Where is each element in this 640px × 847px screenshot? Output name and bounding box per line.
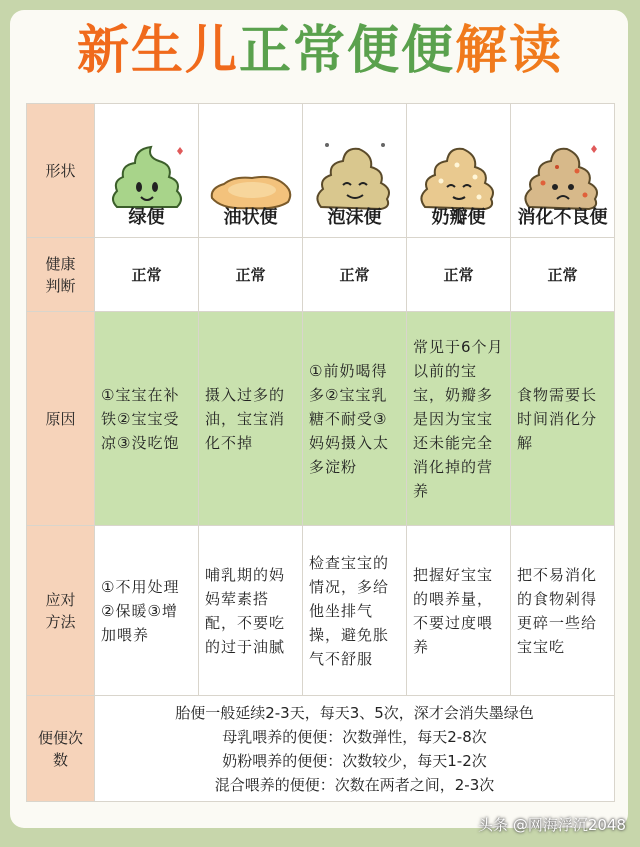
cause-cell-indigestion: 食物需要长时间消化分解 [511,312,615,526]
response-cell-indigestion: 把不易消化的食物剁得更碎一些给宝宝吃 [511,526,615,696]
health-cell-indigestion: 正常 [511,238,615,312]
shape-label-indigestion: 消化不良便 [517,207,608,228]
frequency-line: 胎便一般延续2-3天，每天3、5次，深才会消失墨绿色 [175,703,534,722]
frequency-line: 母乳喂养的便便：次数弹性，每天2-8次 [222,727,487,746]
response-row [27,526,615,696]
response-cell-foamy: 检查宝宝的情况，多给他坐排气操，避免胀气不舒服 [303,526,407,696]
shape-cell-foamy [303,104,407,238]
health-row [27,238,615,312]
frequency-line: 混合喂养的便便：次数在两者之间，2-3次 [214,775,495,794]
frequency-row [27,696,615,802]
shape-cell-oily [199,104,303,238]
cause-cell-curd: 常见于6个月以前的宝宝，奶瓣多是因为宝宝还未能完全消化掉的营养 [407,312,511,526]
health-cell-curd: 正常 [407,238,511,312]
response-cell-green: ①不用处理②保暖③增加喂养 [95,526,199,696]
page-title: 新生儿正常便便解读 [76,21,564,81]
frequency-line: 奶粉喂养的便便：次数较少，每天1-2次 [222,751,487,770]
row-header-shape: 形状 [27,104,95,238]
cause-row [27,312,615,526]
health-cell-foamy: 正常 [303,238,407,312]
shape-label-foamy: 泡沫便 [327,207,382,228]
cause-cell-foamy: ①前奶喝得多②宝宝乳糖不耐受③妈妈摄入太多淀粉 [303,312,407,526]
shape-cell-green [95,104,199,238]
shape-label-oily: 油状便 [223,207,278,228]
response-cell-oily: 哺乳期的妈妈荤素搭配，不要吃的过于油腻 [199,526,303,696]
cause-cell-green: ①宝宝在补铁②宝宝受凉③没吃饱 [95,312,199,526]
stool-table [26,103,615,802]
shape-cell-curd [407,104,511,238]
shape-row [27,104,615,238]
row-header-health: 健康 判断 [27,238,95,312]
row-header-cause: 原因 [27,312,95,526]
row-header-frequency: 便便次 数 [27,696,95,802]
response-cell-curd: 把握好宝宝的喂养量，不要过度喂养 [407,526,511,696]
cause-cell-oily: 摄入过多的油，宝宝消化不掉 [199,312,303,526]
shape-cell-indigestion [511,104,615,238]
frequency-cell [95,696,615,802]
watermark: 头条 @网海浮沉2048 [478,816,626,834]
health-cell-oily: 正常 [199,238,303,312]
health-cell-green: 正常 [95,238,199,312]
row-header-response: 应对 方法 [27,526,95,696]
shape-label-curd: 奶瓣便 [431,207,486,228]
shape-label-green: 绿便 [128,207,165,228]
